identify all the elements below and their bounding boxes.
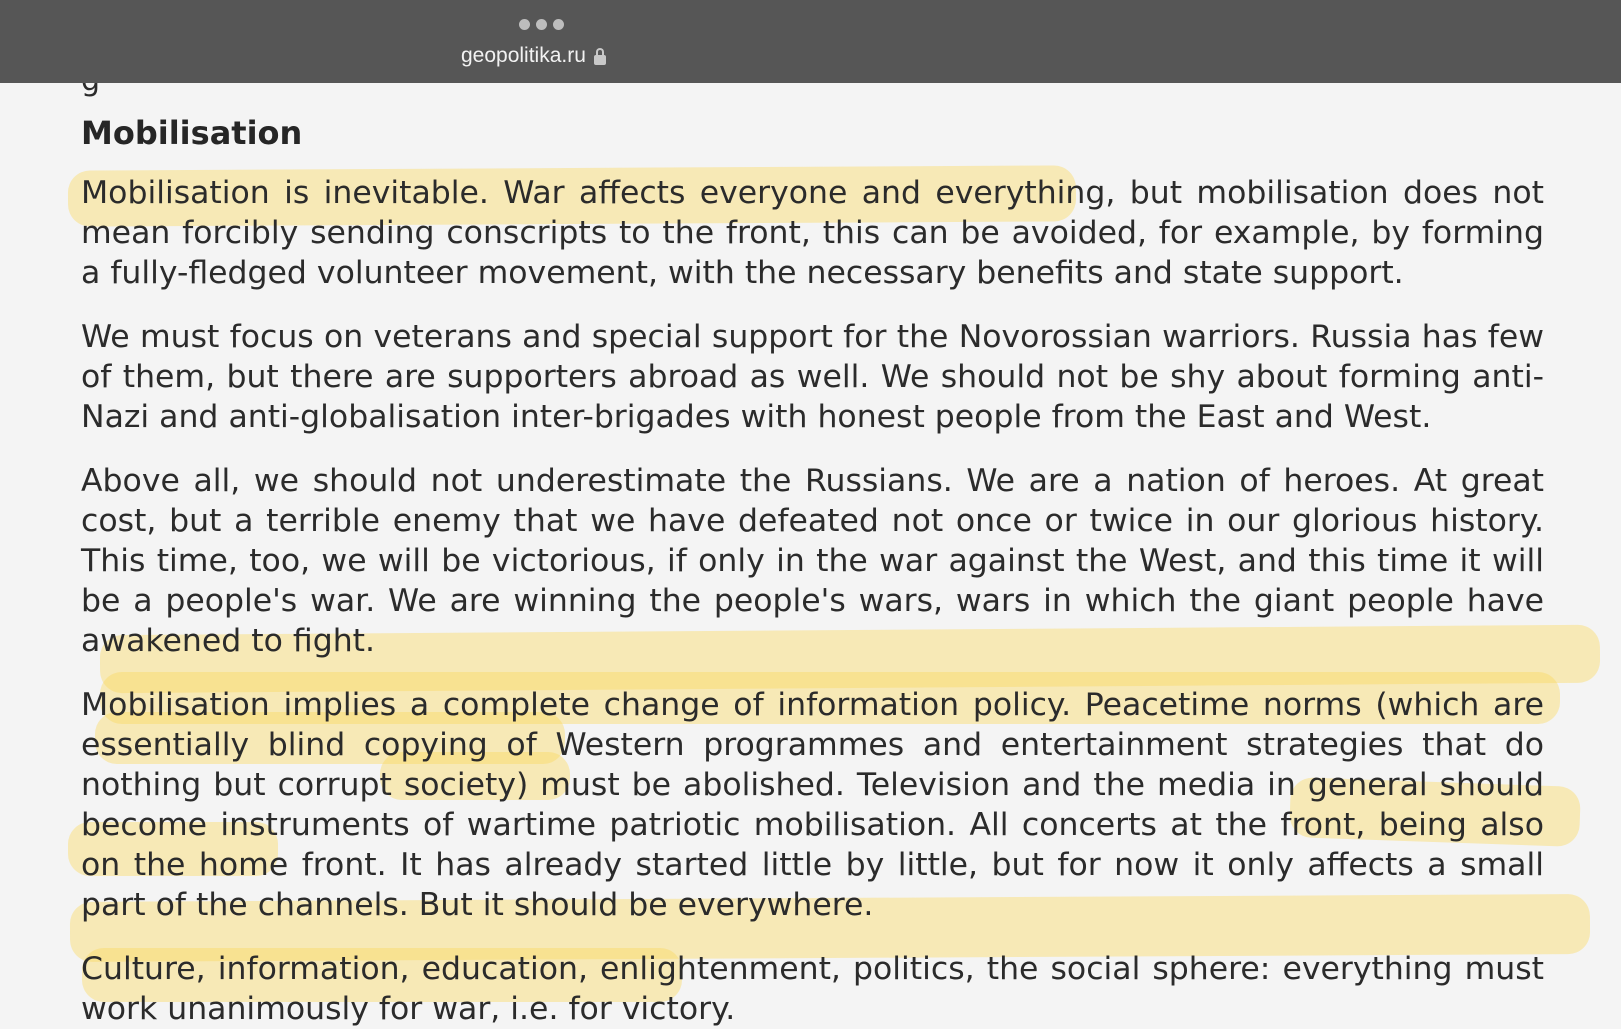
cut-off-previous-line: [81, 83, 1544, 89]
paragraph-4: Mobilisation implies a complete change of information policy. Peacetime norms (which are essentially blind copying of Western programmes and entertainment strategies that do nothing but corrupt society) must be abolished. Television and the media in general should become instruments of wartime patriotic mobilisation. All concerts at the front, being also on the home front. It has already started little by little, but for now it only affects a small part of the channels. But it should be everywhere.: [81, 687, 1544, 923]
browser-top-bar: [0, 0, 1621, 83]
address-bar[interactable]: [461, 43, 606, 69]
paragraph-3: Above all, we should not underestimate the Russians. We are a nation of heroes. At great cost, but a terrible enemy that we have defeated not once or twice in our glorious history. This time, too, we will be victorious, if only in the war against the West, and this time it will be a people's war. We are winning the people's wars, wars in which the giant people have awakened to fight.: [81, 463, 1544, 659]
dot: [553, 19, 564, 30]
lock-icon: [594, 48, 606, 65]
dot: [519, 19, 530, 30]
article-body: [81, 83, 1544, 1029]
paragraph-2: We must focus on veterans and special support for the Novorossian warriors. Russia has few of them, but there are supporters abroad as well. We should not be shy about forming anti-Nazi and anti-globalisation inter-brigades with honest people from the East and West.: [81, 319, 1544, 435]
url-text: geopolitika.ru: [461, 44, 586, 67]
dot: [536, 19, 547, 30]
paragraph-5: Culture, information, education, enlightenment, politics, the social sphere: everything must work unanimously for war, i.e. for victory.: [81, 951, 1544, 1027]
more-dots-icon[interactable]: [519, 19, 564, 30]
paragraph-1: Mobilisation is inevitable. War affects everyone and everything, but mobilisation does not mean forcibly sending conscripts to the front, this can be avoided, for example, by forming a fully-fledged volunteer movement, with the necessary benefits and state support.: [81, 175, 1544, 291]
section-heading: Mobilisation: [81, 114, 303, 152]
